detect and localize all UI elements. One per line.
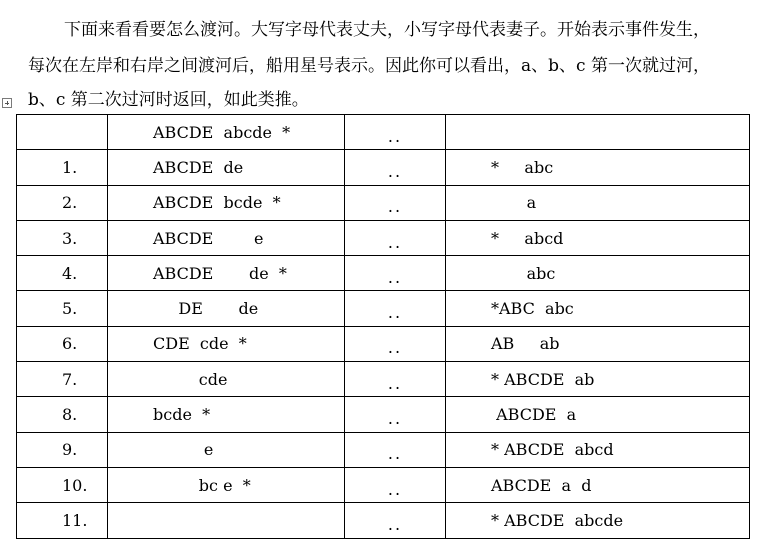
left-bank-cell-text: CDE cde * (153, 334, 247, 354)
step-cell (17, 432, 108, 467)
table-row (17, 150, 750, 185)
right-bank-cell-text: * abc (491, 157, 554, 177)
left-bank-cell-text: ABCDE bcde * (153, 193, 281, 213)
right-bank-cell-text: *ABC abc (491, 299, 574, 319)
river-cell-text: .. (387, 161, 403, 181)
right-bank-cell (446, 503, 750, 538)
left-bank-cell-text: ABCDE e (153, 228, 264, 248)
right-bank-cell (446, 256, 750, 291)
step-cell (17, 362, 108, 397)
river-cell-text: .. (387, 479, 403, 499)
left-bank-cell-text: ABCDE abcde * (153, 122, 291, 142)
step-cell (17, 326, 108, 361)
left-bank-cell (108, 467, 345, 502)
river-cell (345, 503, 446, 538)
left-bank-cell (108, 432, 345, 467)
step-cell (17, 115, 108, 150)
intro-line-3: b、c 第二次过河时返回，如此类推。 (28, 90, 309, 110)
step-cell-text: 3. (62, 228, 78, 248)
right-bank-cell (446, 362, 750, 397)
table-row (17, 397, 750, 432)
step-cell-text: 6. (62, 334, 78, 354)
left-bank-cell-text: ABCDE de (153, 157, 244, 177)
table-row (17, 115, 750, 150)
step-cell (17, 220, 108, 255)
river-cell-text: .. (387, 126, 403, 146)
step-cell-text: 5. (62, 299, 78, 319)
intro-line-1: 下面来看看要怎么渡河。大写字母代表丈夫，小写字母代表妻子。开始表示事件发生， (64, 20, 710, 40)
left-bank-cell (108, 397, 345, 432)
right-bank-cell-text: AB ab (491, 334, 560, 354)
river-cell-text: .. (387, 373, 403, 393)
left-bank-cell (108, 326, 345, 361)
left-bank-cell-text: cde (153, 369, 228, 389)
right-bank-cell-text: a (491, 193, 537, 213)
right-bank-cell-text: abc (491, 263, 556, 283)
step-cell-text: 10. (62, 475, 88, 495)
step-cell-text: 2. (62, 193, 78, 213)
left-bank-cell (108, 150, 345, 185)
left-bank-cell-text: DE de (153, 299, 259, 319)
right-bank-cell (446, 115, 750, 150)
step-cell-text: 7. (62, 369, 78, 389)
river-cell (345, 467, 446, 502)
right-bank-cell (446, 220, 750, 255)
river-cell (345, 220, 446, 255)
right-bank-cell-text: * ABCDE abcd (491, 440, 614, 460)
river-cell (345, 256, 446, 291)
river-cell (345, 326, 446, 361)
river-cell (345, 432, 446, 467)
step-cell-text: 8. (62, 405, 78, 425)
left-bank-cell (108, 362, 345, 397)
river-cell-text: .. (387, 514, 403, 534)
river-cell (345, 397, 446, 432)
table-move-handle-icon[interactable] (2, 98, 12, 108)
right-bank-cell-text: * ABCDE ab (491, 369, 595, 389)
river-cell (345, 115, 446, 150)
river-cell-text: .. (387, 232, 403, 252)
step-cell (17, 291, 108, 326)
river-cell-text: .. (387, 409, 403, 429)
right-bank-cell-text: * abcd (491, 228, 564, 248)
right-bank-cell (446, 185, 750, 220)
table-row (17, 185, 750, 220)
right-bank-cell (446, 326, 750, 361)
river-cell (345, 362, 446, 397)
left-bank-cell (108, 256, 345, 291)
left-bank-cell-text: bc e * (153, 475, 251, 495)
step-cell-text: 11. (62, 510, 88, 530)
step-cell (17, 503, 108, 538)
intro-line-2: 每次在左岸和右岸之间渡河后，船用星号表示。因此你可以看出，a、b、c 第一次就过河， (28, 56, 710, 76)
step-cell-text: 9. (62, 440, 78, 460)
river-cell-text: .. (387, 197, 403, 217)
table-row (17, 256, 750, 291)
right-bank-cell (446, 432, 750, 467)
table-row (17, 362, 750, 397)
right-bank-cell (446, 467, 750, 502)
river-cell (345, 185, 446, 220)
left-bank-cell-text: e (153, 440, 214, 460)
step-cell (17, 256, 108, 291)
right-bank-cell-text: * ABCDE abcde (491, 510, 624, 530)
step-cell-text: 1. (62, 157, 78, 177)
left-bank-cell (108, 115, 345, 150)
left-bank-cell (108, 220, 345, 255)
step-cell (17, 467, 108, 502)
table-row (17, 220, 750, 255)
left-bank-cell (108, 185, 345, 220)
step-cell (17, 185, 108, 220)
river-crossing-table (16, 114, 750, 539)
right-bank-cell (446, 150, 750, 185)
right-bank-cell-text: ABCDE a d (491, 475, 592, 495)
river-cell (345, 291, 446, 326)
left-bank-cell (108, 503, 345, 538)
left-bank-cell-text: bcde * (153, 405, 211, 425)
step-cell (17, 397, 108, 432)
right-bank-cell (446, 397, 750, 432)
river-cell-text: .. (387, 303, 403, 323)
table-row (17, 503, 750, 538)
right-bank-cell-text: ABCDE a (491, 405, 577, 425)
river-cell-text: .. (387, 338, 403, 358)
right-bank-cell (446, 291, 750, 326)
table-body (17, 115, 750, 539)
table-row (17, 432, 750, 467)
step-cell (17, 150, 108, 185)
step-cell-text: 4. (62, 263, 78, 283)
river-cell-text: .. (387, 444, 403, 464)
left-bank-cell-text: ABCDE de * (153, 263, 287, 283)
river-cell (345, 150, 446, 185)
river-cell-text: .. (387, 267, 403, 287)
table-row (17, 326, 750, 361)
left-bank-cell (108, 291, 345, 326)
table-row (17, 467, 750, 502)
table-row (17, 291, 750, 326)
